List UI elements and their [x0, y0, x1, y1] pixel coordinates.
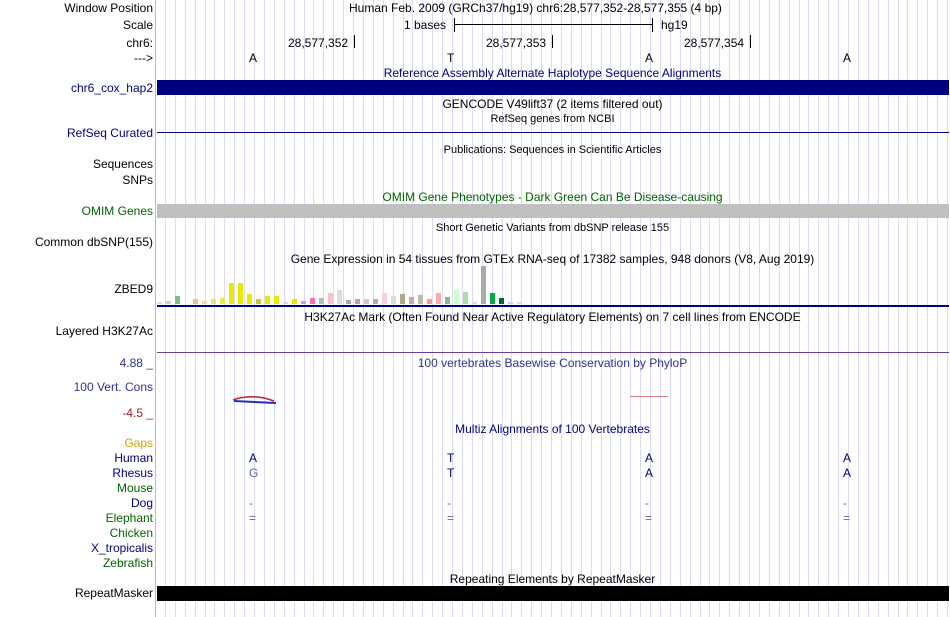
- omim-label[interactable]: OMIM Genes: [81, 204, 153, 218]
- alignment-base: -: [645, 496, 649, 510]
- gtex-tissue-bar[interactable]: [193, 299, 198, 304]
- h3k27-label[interactable]: Layered H3K27Ac: [55, 324, 153, 338]
- scale-bar: [454, 24, 652, 25]
- omim-bar[interactable]: [157, 204, 949, 218]
- refseq-subtitle[interactable]: RefSeq genes from NCBI: [490, 113, 615, 125]
- alignment-base: A: [249, 451, 258, 465]
- species-label-dog[interactable]: Dog: [130, 496, 153, 510]
- gtex-tissue-bar[interactable]: [319, 298, 324, 304]
- refseq-label[interactable]: RefSeq Curated: [66, 126, 153, 140]
- position-label-2: 28,577,353: [486, 36, 547, 50]
- gtex-tissue-bar[interactable]: [436, 293, 441, 304]
- position-tick-1: [354, 35, 355, 48]
- alignment-base: T: [447, 451, 455, 465]
- alignment-base: -: [843, 496, 847, 510]
- base-4: A: [843, 51, 852, 65]
- species-label-chicken[interactable]: Chicken: [109, 526, 153, 540]
- position-tick-2: [552, 35, 553, 48]
- phylop-min: -4.5 _: [122, 406, 153, 420]
- species-label-zebrafish[interactable]: Zebrafish: [102, 556, 153, 570]
- scale-label: Scale: [122, 18, 153, 32]
- gtex-tissue-bar[interactable]: [328, 293, 333, 304]
- alt-haplo-bar[interactable]: [157, 80, 949, 95]
- species-label-mouse[interactable]: Mouse: [116, 481, 153, 495]
- scale-bar-right-tick: [652, 18, 653, 32]
- refseq-line: [157, 132, 949, 133]
- gtex-tissue-bar[interactable]: [184, 303, 189, 304]
- position-label-1: 28,577,352: [288, 36, 349, 50]
- gtex-tissue-bar[interactable]: [310, 298, 315, 304]
- gtex-tissue-bar[interactable]: [211, 299, 216, 304]
- position-label-3: 28,577,354: [684, 36, 745, 50]
- phylop-max: 4.88 _: [119, 356, 153, 370]
- dbsnp-label[interactable]: Common dbSNP(155): [34, 235, 153, 249]
- phylop-signal-2: [630, 396, 668, 397]
- h3k27-title[interactable]: H3K27Ac Mark (Often Found Near Active Regulatory Elements) on 7 cell lines from ENCODE: [304, 310, 801, 324]
- gtex-tissue-bar[interactable]: [400, 294, 405, 304]
- gtex-tissue-bar[interactable]: [301, 301, 306, 304]
- alignment-base: A: [645, 451, 654, 465]
- window-position-value[interactable]: Human Feb. 2009 (GRCh37/hg19) chr6:28,577,352-28,577,355 (4 bp): [349, 1, 722, 15]
- gtex-tissue-bar[interactable]: [247, 294, 252, 304]
- gtex-tissue-bar[interactable]: [427, 299, 432, 304]
- gtex-tissue-bar[interactable]: [472, 302, 477, 304]
- alignment-base: A: [645, 466, 654, 480]
- gaps-label[interactable]: Gaps: [124, 436, 153, 450]
- snps-label[interactable]: SNPs: [122, 173, 153, 187]
- gtex-tissue-bar[interactable]: [418, 295, 423, 304]
- omim-title[interactable]: OMIM Gene Phenotypes - Dark Green Can Be Disease-causing: [382, 190, 723, 204]
- alignment-base: -: [447, 496, 451, 510]
- chr-label: chr6:: [126, 36, 153, 50]
- gtex-tissue-bar[interactable]: [274, 296, 279, 304]
- gtex-tissue-bar[interactable]: [256, 299, 261, 304]
- gtex-tissue-bar[interactable]: [166, 301, 171, 304]
- gtex-tissue-bar[interactable]: [220, 298, 225, 304]
- alignment-base: A: [843, 466, 852, 480]
- multiz-title[interactable]: Multiz Alignments of 100 Vertebrates: [455, 422, 650, 436]
- gtex-tissue-bar[interactable]: [499, 298, 504, 304]
- gtex-tissue-bar[interactable]: [481, 266, 486, 304]
- alignment-base: G: [249, 466, 259, 480]
- alignment-base: =: [843, 511, 851, 525]
- base-3: A: [645, 51, 654, 65]
- gtex-tissue-bar[interactable]: [508, 302, 513, 304]
- alignment-base: =: [249, 511, 257, 525]
- scale-db: hg19: [661, 18, 688, 32]
- gtex-tissue-bar[interactable]: [292, 299, 297, 304]
- repeat-label[interactable]: RepeatMasker: [74, 586, 153, 600]
- species-label-human[interactable]: Human: [114, 451, 153, 465]
- alignment-base: T: [447, 466, 455, 480]
- scale-bar-left-tick: [454, 18, 455, 32]
- repeat-title[interactable]: Repeating Elements by RepeatMasker: [449, 572, 656, 586]
- gtex-tissue-bar[interactable]: [157, 302, 162, 304]
- base-2: T: [447, 51, 455, 65]
- gtex-tissue-bar[interactable]: [445, 297, 450, 304]
- track-border: [155, 0, 156, 617]
- gtex-baseline: [157, 305, 949, 307]
- gtex-tissue-bar[interactable]: [337, 290, 342, 304]
- gtex-tissue-bar[interactable]: [238, 283, 243, 304]
- alignment-base: A: [843, 451, 852, 465]
- gtex-tissue-bar[interactable]: [346, 300, 351, 304]
- base-1: A: [249, 51, 258, 65]
- alignment-base: =: [645, 511, 653, 525]
- gtex-tissue-bar[interactable]: [373, 299, 378, 304]
- alt-haplo-title[interactable]: Reference Assembly Alternate Haplotype Sequence Alignments: [383, 66, 722, 80]
- gtex-tissue-bar[interactable]: [382, 293, 387, 304]
- repeat-bar[interactable]: [157, 586, 949, 601]
- alignment-base: =: [447, 511, 455, 525]
- gtex-tissue-bar[interactable]: [490, 293, 495, 304]
- publications-title[interactable]: Publications: Sequences in Scientific Articles: [443, 144, 662, 156]
- gtex-tissue-bar[interactable]: [175, 296, 180, 304]
- phylop-signal-1: [230, 394, 280, 406]
- alignment-base: -: [249, 496, 253, 510]
- window-position-label: Window Position: [64, 1, 153, 15]
- gtex-tissue-bar[interactable]: [409, 297, 414, 304]
- position-tick-3: [750, 35, 751, 48]
- gtex-title[interactable]: Gene Expression in 54 tissues from GTEx RNA-seq of 17382 samples, 948 donors (V8, Aug 2019): [290, 252, 815, 266]
- gtex-tissue-bar[interactable]: [391, 296, 396, 304]
- species-label-rhesus[interactable]: Rhesus: [112, 466, 153, 480]
- sequences-label[interactable]: Sequences: [92, 157, 153, 171]
- gtex-tissue-bar[interactable]: [265, 296, 270, 304]
- gtex-tissue-bar[interactable]: [517, 302, 522, 304]
- gtex-tissue-bar[interactable]: [463, 292, 468, 304]
- dbsnp-title[interactable]: Short Genetic Variants from dbSNP release 155: [435, 222, 670, 234]
- gtex-tissue-bar[interactable]: [364, 299, 369, 304]
- scale-value: 1 bases: [404, 18, 447, 32]
- gtex-tissue-bar[interactable]: [202, 301, 207, 304]
- phylop-label[interactable]: 100 Vert. Cons: [73, 380, 153, 394]
- phylop-title[interactable]: 100 vertebrates Basewise Conservation by PhyloP: [417, 356, 688, 370]
- strand-arrow: --->: [134, 51, 153, 65]
- gtex-tissue-bar[interactable]: [229, 283, 234, 304]
- gtex-chart[interactable]: [157, 266, 557, 304]
- h3k27-line: [157, 352, 949, 353]
- gencode-title[interactable]: GENCODE V49lift37 (2 items filtered out): [442, 97, 663, 111]
- gtex-tissue-bar[interactable]: [454, 290, 459, 304]
- species-label-elephant[interactable]: Elephant: [105, 511, 153, 525]
- gtex-tissue-bar[interactable]: [283, 302, 288, 304]
- gtex-label[interactable]: ZBED9: [114, 282, 153, 296]
- gtex-tissue-bar[interactable]: [355, 299, 360, 304]
- species-label-x_tropicalis[interactable]: X_tropicalis: [90, 541, 153, 555]
- alt-haplo-label[interactable]: chr6_cox_hap2: [70, 81, 153, 95]
